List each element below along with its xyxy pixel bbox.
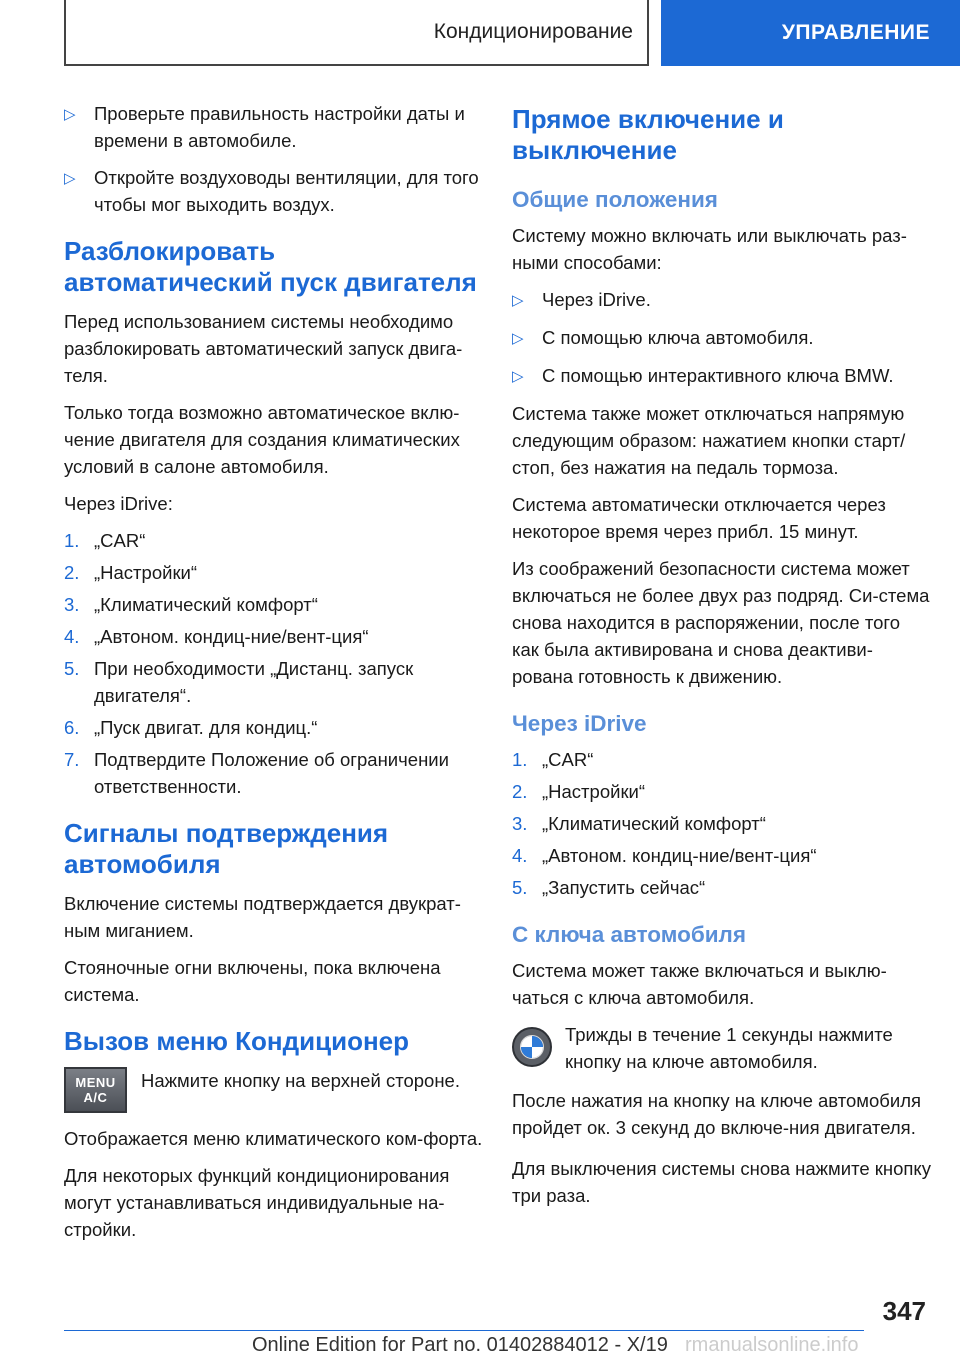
paragraph: Отображается меню климатического ком-форта. — [64, 1128, 483, 1149]
header-chapter-tab[interactable] — [661, 0, 960, 66]
step-item — [64, 623, 484, 650]
paragraph: После нажатия на кнопку на ключе автомобиля пройдет ок. 3 секунд до включе-ния двигателя. — [512, 1090, 922, 1138]
step-item — [512, 842, 932, 869]
right-column — [512, 100, 932, 1219]
triangle-bullet-icon: ▷ — [64, 106, 76, 123]
bullet-item — [512, 286, 932, 314]
step-number: 3. — [64, 594, 80, 615]
paragraph: Через iDrive: — [64, 493, 173, 514]
subheading-key: С ключа автомобиля — [512, 922, 746, 947]
step-item — [64, 655, 484, 709]
bullet-item — [512, 362, 932, 390]
subheading-idrive: Через iDrive — [512, 711, 647, 736]
paragraph: Стояночные огни включены, пока включена система. — [64, 957, 441, 1005]
bullet-item — [512, 324, 932, 352]
step-text: „CAR“ — [94, 530, 146, 551]
step-item — [512, 810, 932, 837]
section-heading-unlock: Разблокировать автоматический пуск двигателя — [64, 236, 477, 297]
step-text: „Запустить сейчас“ — [542, 877, 706, 898]
step-item — [64, 559, 484, 586]
paragraph: Только тогда возможно автоматическое вклю-чение двигателя для создания климатических условий в салоне автомобиля. — [64, 402, 460, 477]
paragraph: Система также может отключаться напрямую следующим образом: нажатием кнопки старт/стоп, без нажатия на педаль тормоза. — [512, 403, 906, 478]
step-text: „Пуск двигат. для кондиц.“ — [94, 717, 318, 738]
step-item — [64, 746, 484, 800]
step-number: 7. — [64, 749, 80, 770]
step-text: „Настройки“ — [542, 781, 646, 802]
footer-edition: Online Edition for Part no. 01402884012 - X/19 — [252, 1334, 668, 1356]
menu-ac-button-icon — [64, 1067, 127, 1113]
step-number: 4. — [64, 626, 80, 647]
step-text: „Автоном. кондиц-ние/вент-ция“ — [94, 626, 369, 647]
step-number: 3. — [512, 813, 528, 834]
menu-button-instruction — [64, 1067, 484, 1113]
paragraph: Для выключения системы снова нажмите кнопку три раза. — [512, 1158, 931, 1206]
key-button-instruction — [512, 1021, 932, 1075]
step-item — [512, 778, 932, 805]
step-text: „CAR“ — [542, 749, 594, 770]
bullet-text: Откройте воздуховоды вентиляции, для того чтобы мог выходить воздух. — [94, 167, 479, 215]
bullet-text: С помощью ключа автомобиля. — [542, 327, 814, 348]
step-text: „Автоном. кондиц-ние/вент-ция“ — [542, 845, 817, 866]
header-section-box — [64, 0, 649, 66]
section-heading-direct: Прямое включение и выключение — [512, 104, 784, 165]
step-number: 4. — [512, 845, 528, 866]
section-heading-signals: Сигналы подтверждения автомобиля — [64, 818, 389, 879]
subheading-general: Общие положения — [512, 187, 718, 212]
instruction-text: Трижды в течение 1 секунды нажмите кнопку на ключе автомобиля. — [565, 1024, 893, 1072]
triangle-bullet-icon: ▷ — [512, 292, 524, 309]
step-number: 1. — [64, 530, 80, 551]
paragraph: Система может также включаться и выклю-чаться с ключа автомобиля. — [512, 960, 887, 1008]
step-text: При необходимости „Дистанц. запуск двигателя“. — [94, 658, 414, 706]
step-text: „Климатический комфорт“ — [542, 813, 766, 834]
step-number: 6. — [64, 717, 80, 738]
bullet-item — [64, 164, 484, 218]
section-heading-menu: Вызов меню Кондиционер — [64, 1026, 410, 1056]
triangle-bullet-icon: ▷ — [64, 170, 76, 187]
bullet-text: Проверьте правильность настройки даты и времени в автомобиле. — [94, 103, 465, 151]
step-text: „Климатический комфорт“ — [94, 594, 318, 615]
step-number: 2. — [64, 562, 80, 583]
footer-watermark: rmanualsonline.info — [685, 1334, 859, 1356]
bullet-text: С помощью интерактивного ключа BMW. — [542, 365, 894, 386]
step-number: 2. — [512, 781, 528, 802]
header-chapter-label: УПРАВЛЕНИЕ — [781, 21, 930, 44]
step-number: 5. — [64, 658, 80, 679]
step-item — [512, 874, 932, 901]
triangle-bullet-icon: ▷ — [512, 368, 524, 385]
step-item — [64, 591, 484, 618]
header-section-title: Кондиционирование — [433, 20, 633, 43]
ac-icon-label: A/C — [83, 1090, 108, 1105]
step-item — [64, 714, 484, 741]
paragraph: Из соображений безопасности система может включаться не более двух раз подряд. Си-стема снова находится в распоряжении, после того как была активирована и снова деактиви-рована готовность к движению. — [512, 558, 930, 687]
bmw-key-icon — [512, 1027, 552, 1067]
step-text: „Настройки“ — [94, 562, 198, 583]
paragraph: Перед использованием системы необходимо разблокировать автоматический запуск двига-теля. — [64, 311, 463, 386]
step-number: 1. — [512, 749, 528, 770]
step-text: Подтвердите Положение об ограничении ответственности. — [94, 749, 449, 797]
paragraph: Включение системы подтверждается двукрат-ным миганием. — [64, 893, 461, 941]
step-number: 5. — [512, 877, 528, 898]
bullet-text: Через iDrive. — [542, 289, 651, 310]
footer-divider — [64, 1330, 864, 1331]
bullet-item — [64, 100, 484, 154]
step-item — [64, 527, 484, 554]
step-item — [512, 746, 932, 773]
paragraph: Для некоторых функций кондиционирования могут устанавливаться индивидуальные на-стройки. — [64, 1165, 450, 1240]
paragraph: Система автоматически отключается через некоторое время через прибл. 15 минут. — [512, 494, 886, 542]
menu-icon-label: MENU — [75, 1075, 116, 1090]
left-column — [64, 100, 484, 1253]
page-number: 347 — [882, 1296, 926, 1326]
instruction-text: Нажмите кнопку на верхней стороне. — [141, 1070, 460, 1091]
paragraph: Систему можно включать или выключать раз-ными способами: — [512, 225, 907, 273]
triangle-bullet-icon: ▷ — [512, 330, 524, 347]
